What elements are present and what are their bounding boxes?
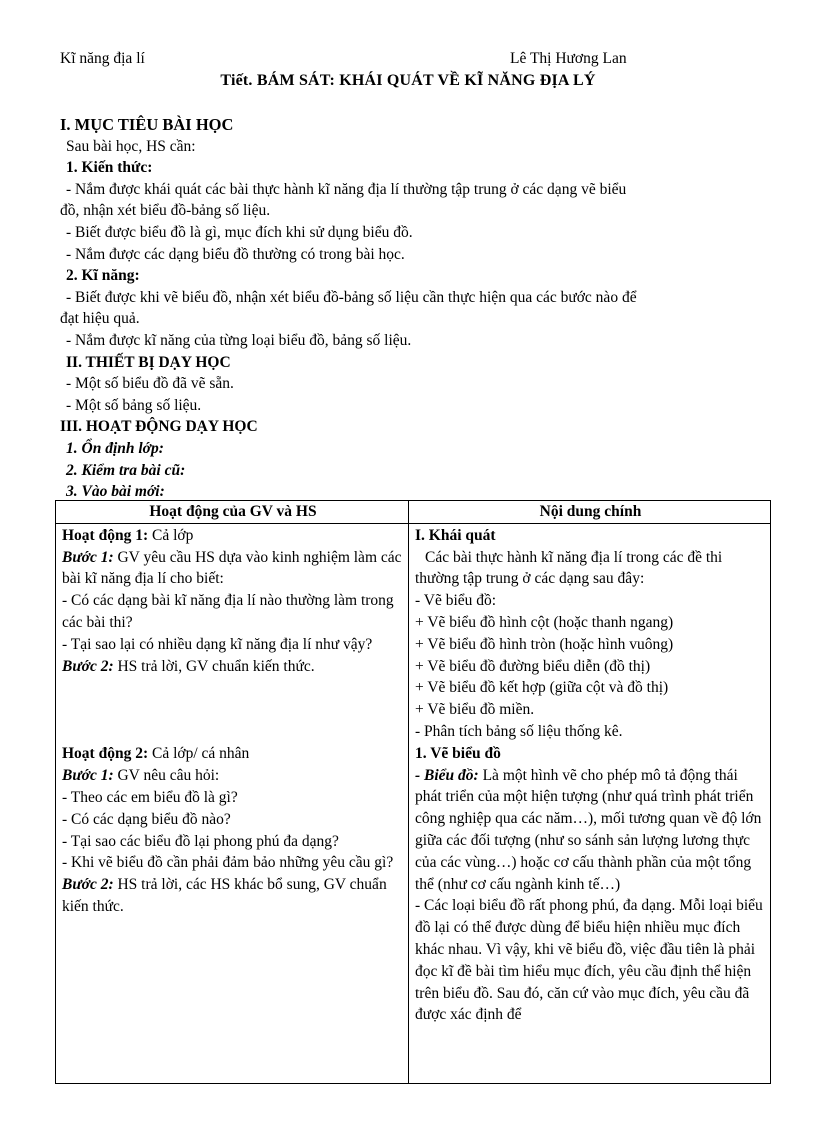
- table-header-row: [56, 501, 771, 524]
- activity-step: 3. Vào bài mới:: [66, 483, 165, 501]
- header-subject: Kĩ năng địa lí: [60, 50, 145, 67]
- content-section2-heading: 1. Vẽ biểu đồ: [415, 744, 501, 762]
- header-author: Lê Thị Hương Lan: [510, 50, 627, 67]
- table-row: [56, 523, 771, 1083]
- document-body: [60, 114, 780, 503]
- equipment-item: - Một số bảng số liệu.: [66, 396, 202, 414]
- document-title: Tiết. BÁM SÁT: KHÁI QUÁT VỀ KĨ NĂNG ĐỊA LÝ: [220, 72, 596, 89]
- skill-heading: 2. Kĩ năng:: [66, 267, 140, 285]
- a1-step2-text: HS trả lời, GV chuẩn kiến thức.: [113, 657, 315, 675]
- activity2-label: Hoạt động 2:: [62, 745, 149, 763]
- main-content-cell: [409, 523, 771, 1083]
- knowledge-line: đồ, nhận xét biểu đồ-bảng số liệu.: [60, 202, 271, 220]
- content-list-item: + Vẽ biểu đồ đường biểu diễn (đồ thị): [415, 657, 651, 675]
- activity1-text: Cả lớp: [148, 526, 194, 544]
- activities-table: [55, 500, 771, 1084]
- section-equipment-heading: II. THIẾT BỊ DẠY HỌC: [66, 353, 231, 371]
- a2-question: - Tại sao các biểu đồ lại phong phú đa dạng?: [62, 832, 339, 850]
- content-section1-intro: Các bài thực hành kĩ năng địa lí trong các đề thi thường tập trung ở các dạng sau đây:: [415, 548, 723, 588]
- content-list-item: + Vẽ biểu đồ hình cột (hoặc thanh ngang): [415, 613, 674, 631]
- section-activities-heading: III. HOẠT ĐỘNG DẠY HỌC: [60, 418, 258, 436]
- section-objectives-heading: I. MỤC TIÊU BÀI HỌC: [60, 115, 234, 134]
- a1-question: - Tại sao lại có nhiều dạng kĩ năng địa lí như vậy?: [62, 635, 373, 653]
- skill-line: đạt hiệu quả.: [60, 310, 140, 328]
- content-section1-heading: I. Khái quát: [415, 526, 496, 544]
- chart-types-text: - Các loại biểu đồ rất phong phú, đa dạng. Mỗi loại biểu đồ lại có thể được dùng để biểu hiện nhiều mục đích khác nhau. Vì vậy, khi vẽ biểu đồ, việc đầu tiên là phải đọc kĩ đề bài tìm hiểu mục đích, yêu cầu định thể hiện trên biểu đồ. Sau đó, căn cứ vào mục đích, yêu cầu đã được xác định để: [415, 897, 763, 1024]
- knowledge-line: - Nắm được các dạng biểu đồ thường có trong bài học.: [66, 245, 405, 263]
- chart-definition-text: Là một hình vẽ cho phép mô tả động thái phát triển của một hiện tượng (như quá trình phát triển công nghiệp qua các năm…), mối tương quan về độ lớn giữa các đối tượng (như so sánh sản lượng lương thực của các vùng…) hoặc cơ cấu thành phần của một tổng thể (như cơ cấu ngành kinh tế…): [415, 766, 762, 893]
- a1-step2-label: Bước 2:: [62, 657, 114, 675]
- content-list-item: + Vẽ biểu đồ hình tròn (hoặc hình vuông): [415, 635, 674, 653]
- skill-line: - Nắm được kĩ năng của từng loại biểu đồ, bảng số liệu.: [66, 331, 412, 349]
- a1-step1-label: Bước 1:: [62, 548, 114, 566]
- spacer: [62, 677, 404, 743]
- knowledge-heading: 1. Kiến thức:: [66, 159, 153, 177]
- column-header-content: Nội dung chính: [409, 501, 771, 524]
- equipment-item: - Một số biểu đồ đã vẽ sẵn.: [66, 375, 234, 393]
- activity-step: 2. Kiểm tra bài cũ:: [66, 461, 186, 479]
- content-list-item: - Vẽ biểu đồ:: [415, 592, 497, 610]
- column-header-activities: Hoạt động của GV và HS: [56, 501, 409, 524]
- knowledge-line: - Biết được biểu đồ là gì, mục đích khi sử dụng biểu đồ.: [66, 223, 413, 241]
- activity-step: 1. Ổn định lớp:: [66, 439, 164, 457]
- knowledge-line: - Nắm được khái quát các bài thực hành kĩ năng địa lí thường tập trung ở các dạng vẽ biểu: [66, 180, 627, 198]
- a2-step2-label: Bước 2:: [62, 876, 114, 894]
- a1-step1-text: GV yêu cầu HS dựa vào kinh nghiệm làm các bài kĩ năng địa lí cho biết:: [62, 548, 402, 588]
- a2-question: - Khi vẽ biểu đồ cần phải đảm bảo những yêu cầu gì?: [62, 854, 394, 872]
- a2-step1-label: Bước 1:: [62, 767, 114, 785]
- content-list-item: + Vẽ biểu đồ miền.: [415, 701, 535, 719]
- a2-question: - Có các dạng biểu đồ nào?: [62, 810, 231, 828]
- objectives-intro: Sau bài học, HS cần:: [66, 137, 196, 155]
- a1-question: - Có các dạng bài kĩ năng địa lí nào thường làm trong các bài thi?: [62, 592, 394, 631]
- content-list-item: - Phân tích bảng số liệu thống kê.: [415, 722, 623, 740]
- teacher-student-activities-cell: [56, 523, 409, 1083]
- chart-definition-label: - Biểu đồ:: [415, 766, 479, 784]
- a2-question: - Theo các em biểu đồ là gì?: [62, 788, 238, 806]
- a2-step2-text: HS trả lời, các HS khác bổ sung, GV chuẩn kiến thức.: [62, 876, 387, 915]
- content-list-item: + Vẽ biểu đồ kết hợp (giữa cột và đồ thị): [415, 679, 669, 697]
- a2-step1-text: GV nêu câu hỏi:: [113, 767, 220, 785]
- skill-line: - Biết được khi vẽ biểu đồ, nhận xét biểu đồ-bảng số liệu cần thực hiện qua các bước nào để: [66, 288, 637, 306]
- page-header: [60, 50, 760, 70]
- activity1-label: Hoạt động 1:: [62, 526, 149, 544]
- activity2-text: Cả lớp/ cá nhân: [148, 745, 250, 763]
